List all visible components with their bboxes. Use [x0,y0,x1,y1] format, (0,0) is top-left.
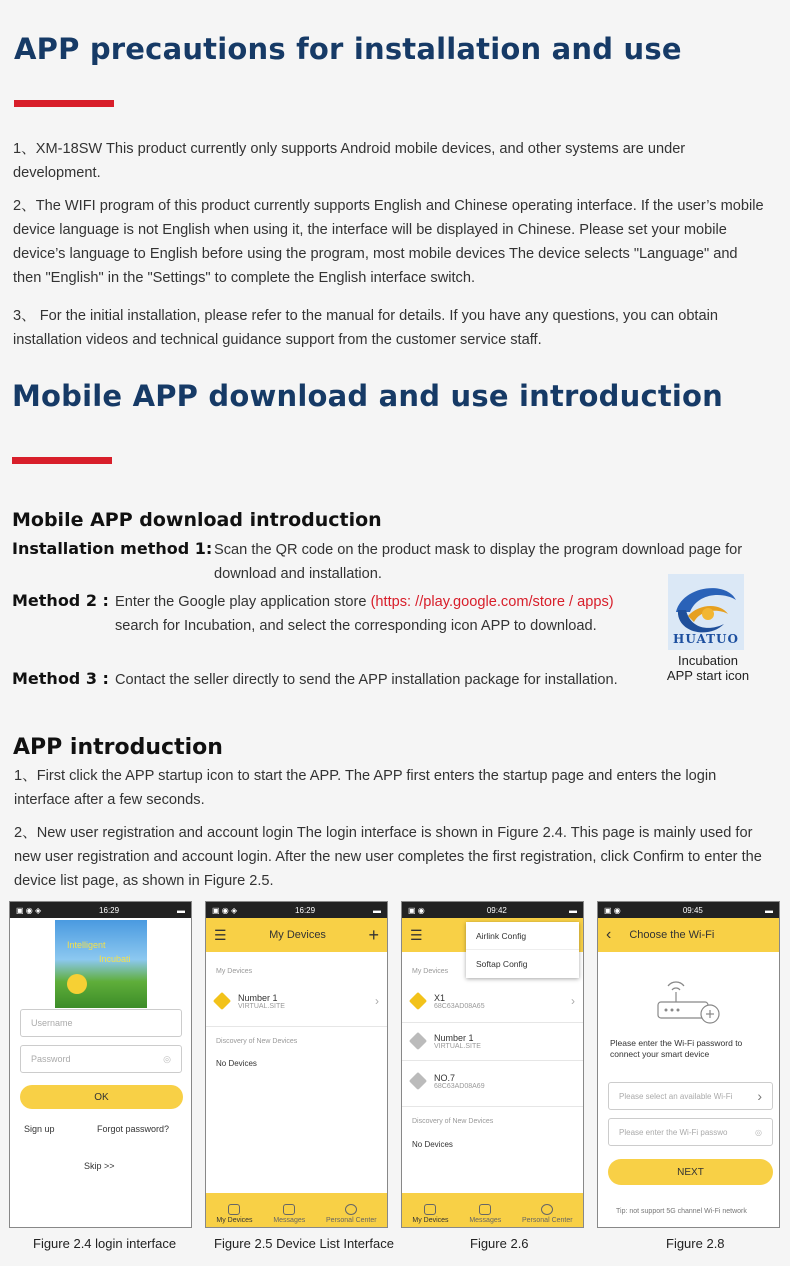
menu-icon[interactable]: ☰ [410,926,423,943]
section1-paragraph-1: 1、XM-18SW This product currently only supports Android mobile devices, and other systems are under development. [13,141,686,181]
section1-red-bar [14,100,114,107]
method3-label: Method 3 : [12,669,109,688]
app-icon-brand: HUATUO [673,632,739,646]
device-row[interactable] [402,986,583,1016]
figure-2-8-caption: Figure 2.8 [666,1236,725,1251]
chevron-right-icon: › [571,994,575,1008]
status-icons: ▣ ◉ [408,905,425,915]
figure-device-list-screenshot [205,901,388,1228]
banner-text-1: Intelligent [67,940,106,950]
method3-text: Contact the seller directly to send the APP installation package for installation. [115,672,618,688]
section1-paragraph-3: 3、 For the initial installation, please refer to the manual for details. If you have any questions, you can obtain installation videos and technical guidance support from the customer service staff. [13,308,718,348]
figure-2-4-caption: Figure 2.4 login interface [33,1236,177,1251]
ok-button[interactable]: OK [20,1085,183,1109]
device-sub: VIRTUAL.SITE [238,1002,285,1010]
divider [402,1060,583,1061]
softap-config-option[interactable]: Softap Config [476,959,528,969]
method2-post: search for Incubation, and select the corresponding icon APP to download. [115,618,597,634]
add-device-popup-menu [466,922,579,978]
app-intro-paragraph-2: 2、New user registration and account login The login interface is shown in Figure 2.4. This page is mainly used for new user registration and account login. After the new user completes the first registration, click Confirm to enter the device list page, as shown in Figure 2.5. [14,825,762,889]
discovery-section-label: Discovery of New Devices [216,1038,298,1045]
status-icons: ▣ ◉ ◈ [16,905,42,915]
battery-icon: ▬ [764,905,773,915]
tab-messages[interactable] [273,1204,305,1224]
device-name: NO.7 [434,1072,456,1083]
section2-title: Mobile APP download and use introduction [12,379,724,413]
login-banner-image [55,920,147,1008]
password-placeholder: Password [31,1054,71,1064]
chevron-right-icon: › [757,1088,762,1104]
tab-my-devices-label: My Devices [216,1217,253,1224]
tab-messages-label: Messages [273,1217,306,1224]
figure-2-5-caption: Figure 2.5 Device List Interface [214,1236,394,1251]
status-time: 16:29 [295,905,316,915]
battery-icon: ▬ [568,905,577,915]
app-intro-paragraph-1: 1、First click the APP startup icon to start the APP. The APP first enters the startup page and enters the login interface after a few seconds. [14,768,717,808]
eye-icon[interactable]: ◎ [163,1053,171,1064]
eye-icon[interactable]: ◎ [755,1127,762,1137]
username-input[interactable]: Username [20,1009,182,1037]
battery-icon: ▬ [176,905,185,915]
device-name: X1 [434,992,446,1003]
tab-personal-center[interactable] [522,1204,573,1224]
wifi-instruction: Please enter the Wi-Fi password to connect your smart device [610,1038,743,1059]
device-cube-icon [409,1072,427,1090]
device-row[interactable] [402,1026,583,1056]
figure-add-menu-screenshot [401,901,584,1228]
bottom-tab-bar [206,1193,387,1227]
device-sub: VIRTUAL.SITE [434,1042,481,1050]
device-cube-icon [409,1032,427,1050]
app-intro-heading: APP introduction [13,735,223,760]
wifi-password-input[interactable] [608,1118,773,1146]
chevron-right-icon: › [375,994,379,1008]
tab-messages[interactable] [469,1204,501,1224]
bottom-tab-bar [402,1193,583,1227]
messages-tab-icon [283,1204,295,1215]
tab-messages-label: Messages [469,1217,502,1224]
method1-label: Installation method 1: [12,539,213,558]
device-name: Number 1 [434,1032,474,1043]
status-time: 16:29 [99,905,120,915]
my-devices-section-label: My Devices [216,968,253,975]
method2-text [115,590,650,638]
section1-title: APP precautions for installation and use [14,32,682,66]
header-title: Choose the Wi-Fi [629,929,715,941]
devices-tab-icon [424,1204,436,1215]
status-bar [598,902,779,918]
device-name: Number 1 [238,992,278,1003]
play-store-link[interactable]: (https: //play.google.com/store / apps) [370,594,614,610]
router-icon [654,972,724,1030]
menu-icon[interactable]: ☰ [214,926,227,943]
app-start-icon[interactable] [668,574,744,650]
header-bar [598,918,779,952]
method1-text: Scan the QR code on the product mask to display the program download page for download and installation. [214,542,743,582]
banner-text-2: Incubati [99,954,131,964]
messages-tab-icon [479,1204,491,1215]
status-time: 09:42 [486,905,507,915]
tab-my-devices[interactable] [216,1204,252,1224]
tab-personal-label: Personal Center [522,1217,573,1224]
header-bar [206,918,387,952]
status-icons: ▣ ◉ ◈ [212,905,238,915]
password-input[interactable] [20,1045,182,1073]
wifi-tip: Tip: not support 5G channel Wi-Fi network [616,1208,747,1215]
no-devices-text: No Devices [412,1140,453,1149]
status-time: 09:45 [682,905,703,915]
divider [402,1106,583,1107]
figure-2-6-caption: Figure 2.6 [470,1236,529,1251]
header-title: My Devices [269,929,326,941]
back-arrow-icon[interactable]: ‹ [606,926,612,943]
method2-label: Method 2 : [12,591,109,610]
device-sub: 68C63AD08A65 [434,1002,485,1010]
section1-paragraph-2: 2、The WIFI program of this product currently supports English and Chinese operating interface. If the user’s mobile device language is not English when using it, the interface will be displayed in Chinese. Please set your mobile device’s language to English before using the program, most mobile devices The device selects "Language" and then "English" in the "Settings" to complete the English interface switch. [13,198,764,286]
add-icon[interactable]: + [368,924,379,945]
device-row[interactable] [402,1066,583,1096]
tab-my-devices-label: My Devices [412,1217,449,1224]
status-icons: ▣ ◉ [604,905,621,915]
forgot-password-link[interactable]: Forgot password? [97,1124,170,1134]
device-cube-icon [409,992,427,1010]
skip-link[interactable]: Skip >> [84,1161,115,1171]
wifi-password-placeholder: Please enter the Wi-Fi passwo [619,1127,728,1137]
sign-up-link[interactable]: Sign up [24,1124,55,1134]
battery-icon: ▬ [372,905,381,915]
app-icon-caption-line1: Incubation [678,653,738,668]
figure-choose-wifi-screenshot [597,901,780,1228]
download-heading: Mobile APP download introduction [12,509,382,531]
person-tab-icon [541,1204,553,1215]
section2-red-bar [12,457,112,464]
no-devices-text: No Devices [216,1059,257,1068]
divider [402,1022,583,1023]
tab-my-devices[interactable] [412,1204,448,1224]
method2-pre: Enter the Google play application store [115,594,371,610]
wifi-select-input[interactable] [608,1082,773,1110]
discovery-section-label: Discovery of New Devices [412,1118,494,1125]
airlink-config-option[interactable]: Airlink Config [466,922,579,950]
tab-personal-label: Personal Center [326,1217,377,1224]
device-sub: 68C63AD08A69 [434,1082,485,1090]
status-bar [10,902,191,918]
app-icon-caption-line2: APP start icon [666,668,750,683]
next-button[interactable]: NEXT [608,1159,773,1185]
status-bar [206,902,387,918]
my-devices-section-label: My Devices [412,968,449,975]
tab-personal-center[interactable] [326,1204,377,1224]
chick-icon [67,974,87,994]
app-icon-caption [660,653,756,683]
divider [206,1026,387,1027]
devices-tab-icon [228,1204,240,1215]
person-tab-icon [345,1204,357,1215]
device-cube-icon [213,992,231,1010]
device-row[interactable] [206,986,387,1016]
wifi-select-placeholder: Please select an available Wi-Fi [619,1091,733,1101]
figure-login-screenshot [9,901,192,1228]
status-bar [402,902,583,918]
